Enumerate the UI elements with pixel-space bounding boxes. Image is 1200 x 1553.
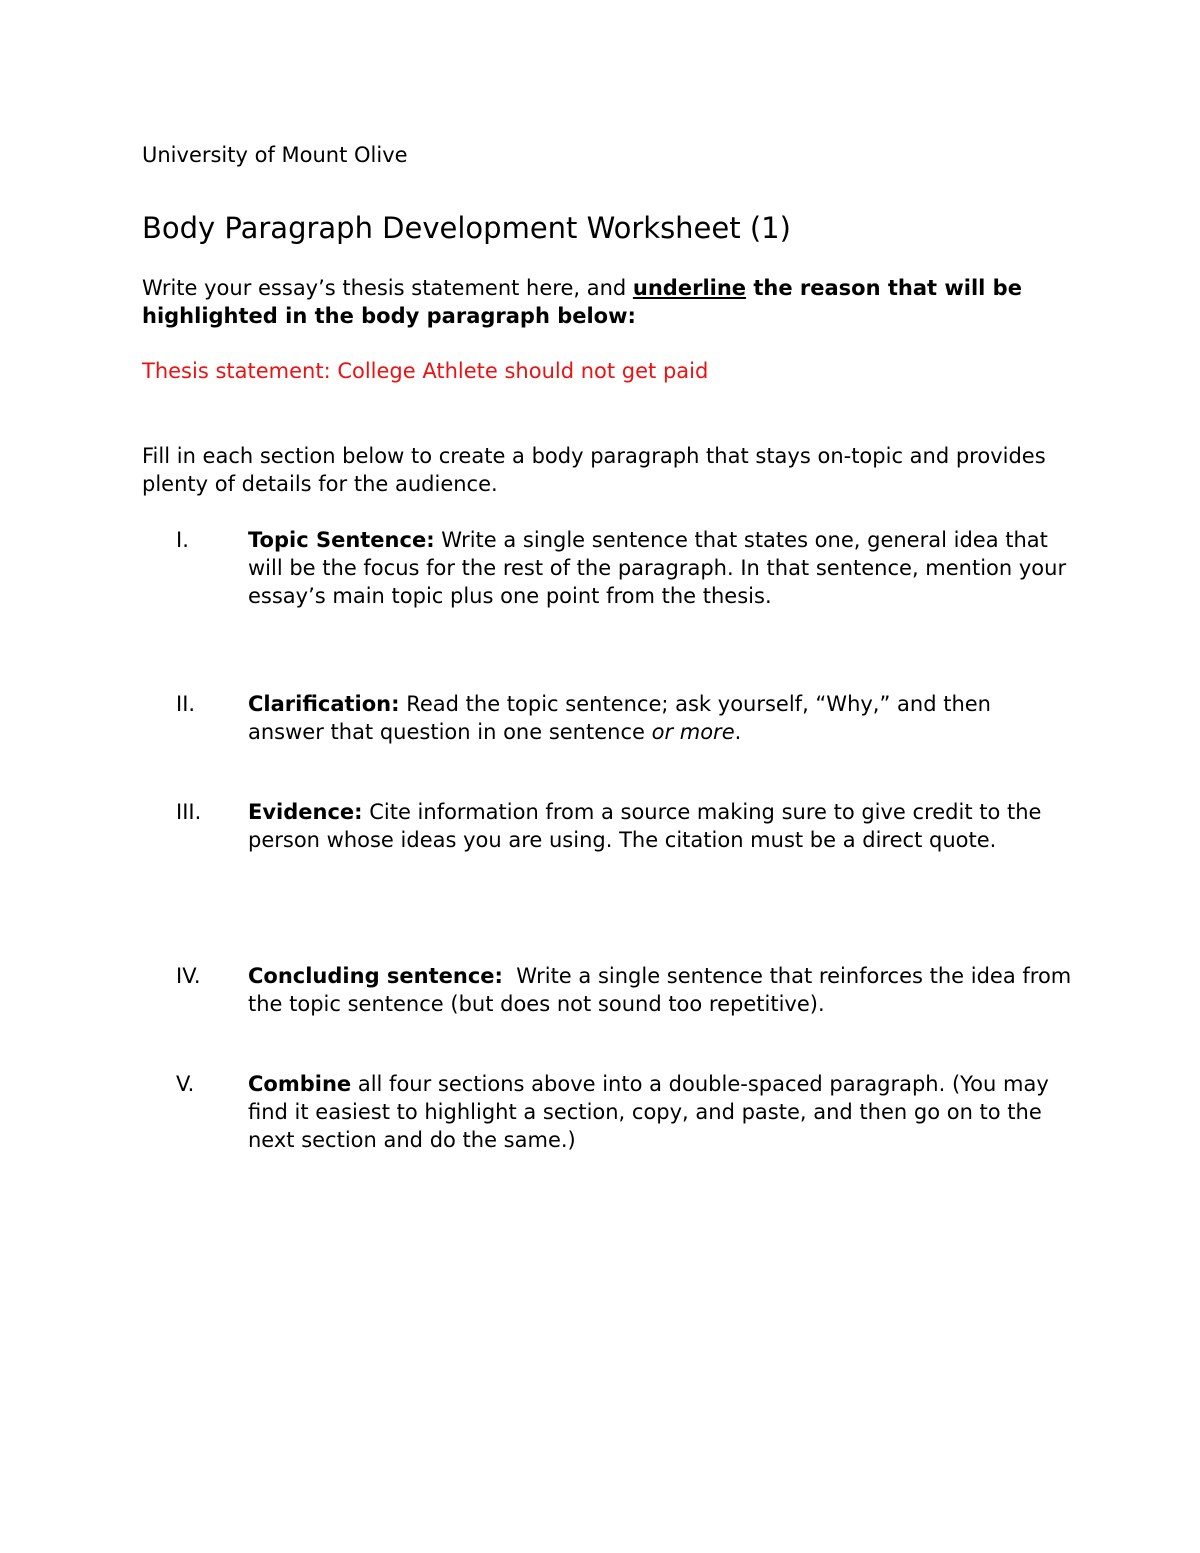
step-clarification xyxy=(142,690,1072,746)
document-content xyxy=(142,140,1078,1154)
step-evidence xyxy=(142,798,1072,854)
step-description: all four sections above into a double-spaced paragraph. (You may find it easiest to highlight a section, copy, and paste, and then go on to the next section and do the same.) xyxy=(248,1072,1049,1152)
thesis-statement: Thesis statement: College Athlete should not get paid xyxy=(142,359,709,383)
step-title: Topic Sentence: xyxy=(248,528,435,552)
step-combine xyxy=(142,1070,1072,1154)
step-concluding-sentence xyxy=(142,962,1078,1018)
step-title: Concluding sentence: xyxy=(248,964,503,988)
step-numeral: II. xyxy=(176,692,196,716)
step-numeral: III. xyxy=(176,800,202,824)
intro-prompt xyxy=(142,274,1072,330)
step-title: Combine xyxy=(248,1072,352,1096)
step-title: Clarification: xyxy=(248,692,400,716)
step-title: Evidence: xyxy=(248,800,363,824)
step-description: Cite information from a source making sure to give credit to the person whose ideas you are using. The citation must be a direct quote. xyxy=(248,800,1042,852)
step-numeral: I. xyxy=(176,528,189,552)
institution-name: University of Mount Olive xyxy=(142,143,408,167)
step-description: Write a single sentence that reinforces the idea from the topic sentence (but does not sound too repetitive). xyxy=(248,964,1078,1016)
step-description-end: . xyxy=(734,720,742,744)
step-italic-text: or more xyxy=(651,720,735,744)
intro-text-start: Write your essay’s thesis statement here, and xyxy=(142,276,633,300)
page-title: Body Paragraph Development Worksheet (1) xyxy=(142,211,791,245)
step-description: Write a single sentence that states one, general idea that will be the focus for the rest of the paragraph. In that sentence, mention your essay’s main topic plus one point from the thesis. xyxy=(248,528,1067,608)
intro-text-end: the reason that will be highlighted in the body paragraph below: xyxy=(142,276,1022,328)
steps-list xyxy=(142,526,1078,1154)
step-description: Read the topic sentence; ask yourself, “Why,” and then answer that question in one sentence xyxy=(248,692,991,744)
intro-underlined-word: underline xyxy=(632,276,747,300)
step-numeral: IV. xyxy=(176,964,201,988)
step-numeral: V. xyxy=(176,1072,195,1096)
instructions-text: Fill in each section below to create a body paragraph that stays on-topic and provides plenty of details for the audience. xyxy=(142,444,1046,496)
step-topic-sentence xyxy=(142,526,1072,610)
